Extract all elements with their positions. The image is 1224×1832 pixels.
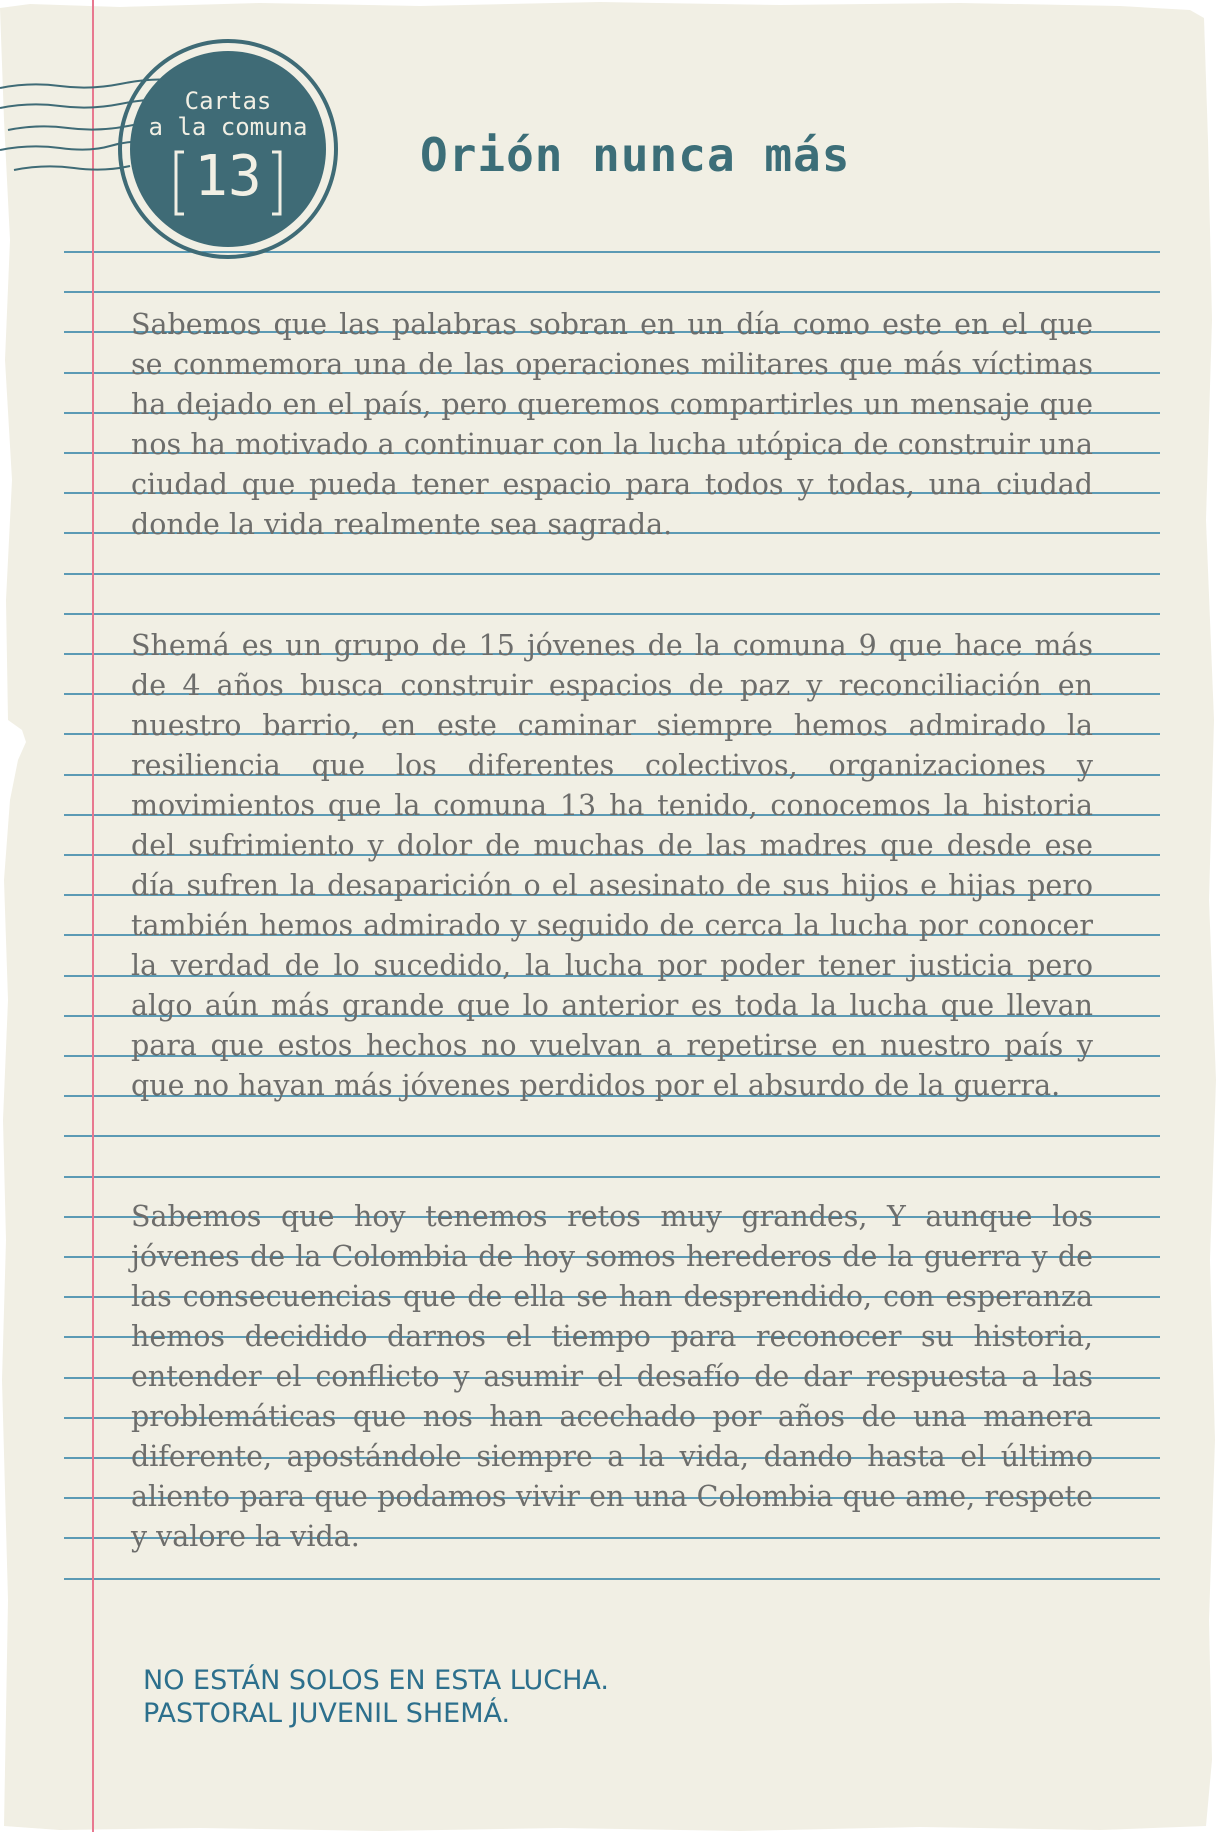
paragraph-3: Sabemos que hoy tenemos retos muy grandes, Y aunque los jóvenes de la Colombia de hoy somos herederos de la guerra y de las consecuencias que de ella se han desprendido, con esperanza hemos decidido darnos el tiempo para reconocer su historia, entender el conflicto y asumir el desafío de dar respuesta a las problemáticas que nos han acechado por años de una manera diferente, apostándole siempre a la vida, dando hasta el último aliento para que podamos vivir en una Colombia que ame, respete y valore la vida. bbox=[131, 1200, 1093, 1553]
paragraph-2: Shemá es un grupo de 15 jóvenes de la comuna 9 que hace más de 4 años busca construir espacios de paz y reconciliación en nuestro barrio, en este caminar siempre hemos admirado la resiliencia que los diferentes colectivos, organizaciones y movimientos que la comuna 13 ha tenido, conocemos la historia del sufrimiento y dolor de muchas de las madres que desde ese día sufren la desaparición o el asesinato de sus hijos e hijas pero también hemos admirado y seguido de cerca la lucha por conocer la verdad de lo sucedido, la lucha por poder tener justicia pero algo aún más grande que lo anterior es toda la lucha que llevan para que estos hechos no vuelvan a repetirse en nuestro país y que no hayan más jóvenes perdidos por el absurdo de la guerra. bbox=[131, 629, 1093, 1102]
paragraph-1: Sabemos que las palabras sobran en un día como este en el que se conmemora una de las operaciones militares que más víctimas ha dejado en el país, pero queremos compartirles un mensaje que nos ha motivado a continuar con la lucha utópica de construir una ciudad que pueda tener espacio para todos y todas, una ciudad donde la vida realmente sea sagrada. bbox=[131, 308, 1093, 541]
signature-line2: PASTORAL JUVENIL SHEMÁ. bbox=[143, 1698, 511, 1729]
stamp-label-line1: Cartas bbox=[184, 87, 272, 115]
stamp-label-line2: a la comuna bbox=[148, 113, 308, 141]
letter-title: Orión nunca más bbox=[420, 128, 851, 182]
stamp-number: 13 bbox=[194, 144, 262, 209]
signature bbox=[143, 1664, 609, 1730]
signature-line1: NO ESTÁN SOLOS EN ESTA LUCHA. bbox=[143, 1665, 610, 1696]
